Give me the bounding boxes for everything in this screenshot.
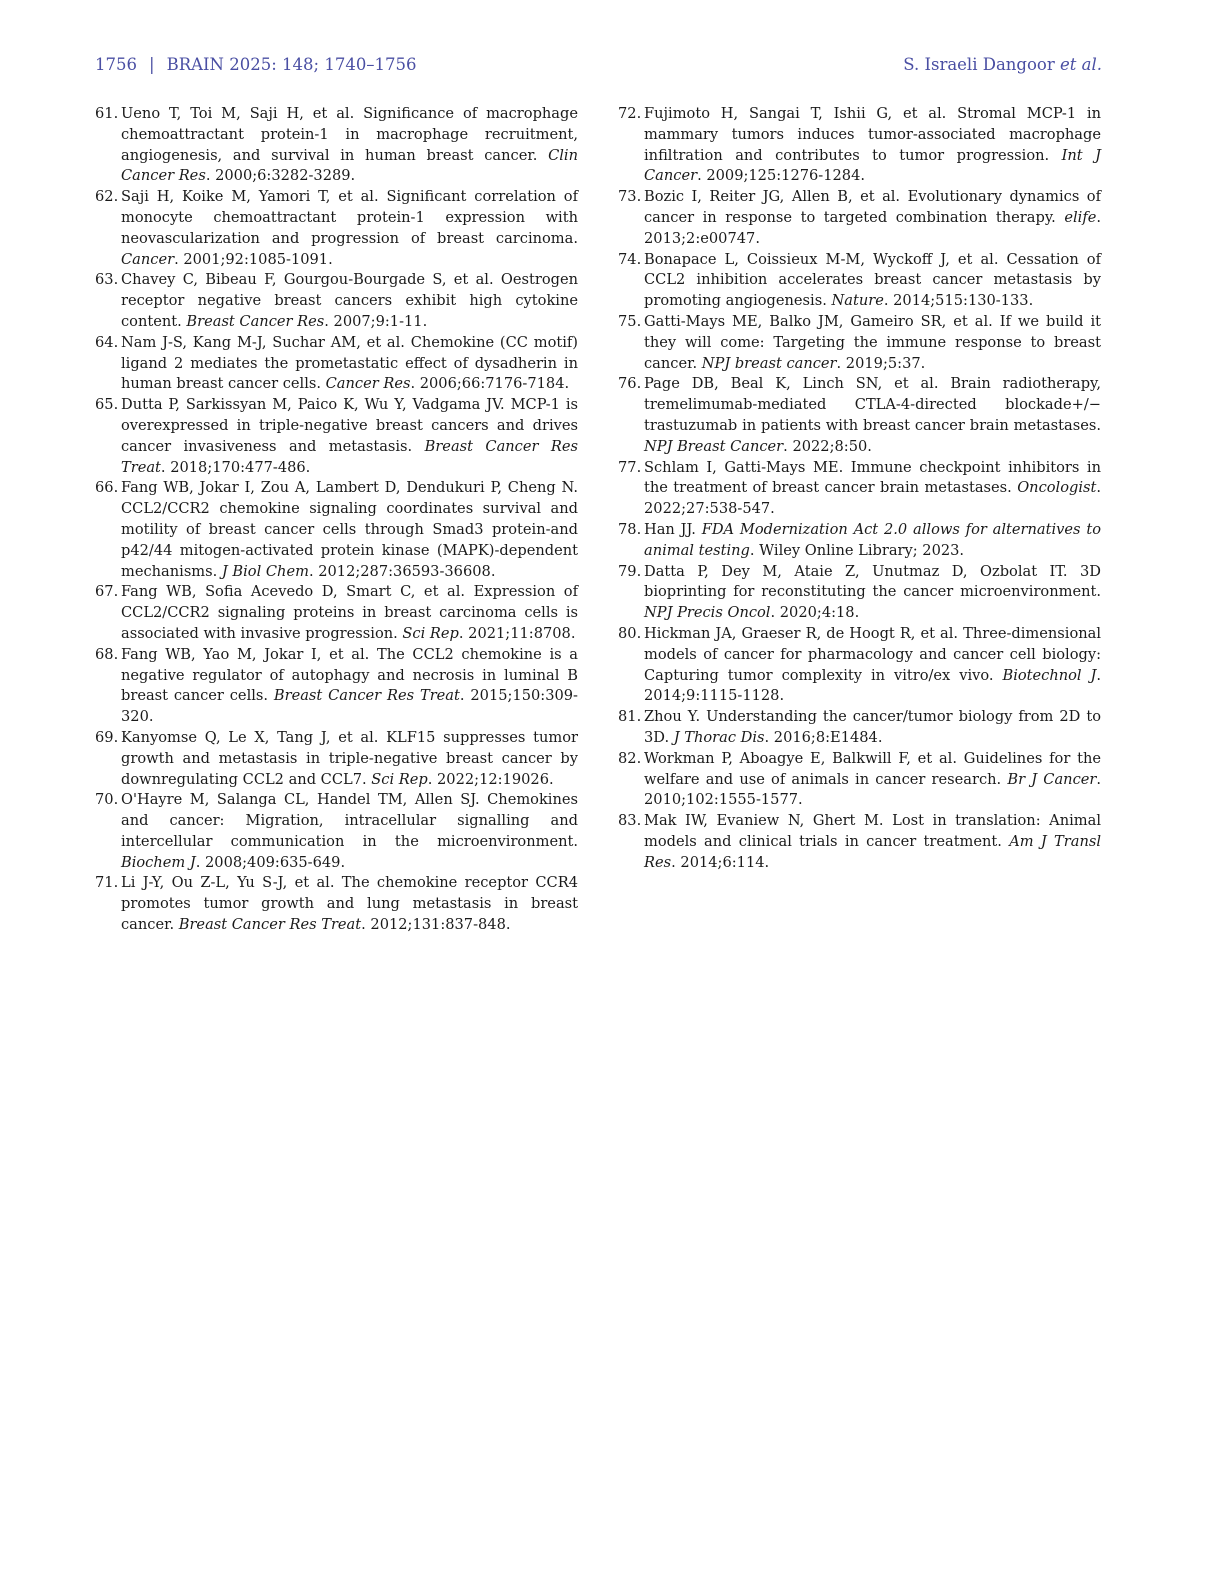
reference-volume-pages: . 2012;287:36593-36608. xyxy=(308,562,496,580)
reference-item xyxy=(618,624,1101,707)
reference-number: 65. xyxy=(95,396,119,414)
reference-item xyxy=(618,562,1101,624)
reference-text xyxy=(121,478,578,582)
reference-text xyxy=(644,707,1101,749)
reference-item xyxy=(95,270,578,332)
reference-journal: Biochem J xyxy=(121,853,196,871)
reference-item xyxy=(95,728,578,790)
reference-text xyxy=(121,645,578,728)
reference-volume-pages: . 2012;131:837-848. xyxy=(361,916,511,934)
reference-volume-pages: . 2001;92:1085-1091. xyxy=(174,250,333,268)
reference-number: 62. xyxy=(95,188,119,206)
reference-number: 73. xyxy=(618,188,642,206)
reference-number: 68. xyxy=(95,645,119,663)
reference-authors-title: Schlam I, Gatti-Mays ME. Immune checkpoint inhibitors in the treatment of breast cancer brain metastases. xyxy=(644,458,1101,497)
reference-journal: Sci Rep xyxy=(371,770,428,788)
reference-authors-title: Fang WB, Jokar I, Zou A, Lambert D, Dendukuri P, Cheng N. CCL2/CCR2 chemokine signaling coordinates survival and motility of breast cancer cells through Smad3 protein-and p42/44 mitogen-activated protein kinase (MAPK)-dependent mechanisms. xyxy=(121,479,578,580)
header-separator: | xyxy=(149,55,155,74)
reference-number: 66. xyxy=(95,479,119,497)
reference-journal: J Thorac Dis xyxy=(673,728,765,746)
reference-number: 72. xyxy=(618,105,642,122)
reference-volume-pages: . Wiley Online Library; 2023. xyxy=(749,541,965,559)
reference-text xyxy=(644,562,1101,624)
reference-text xyxy=(644,104,1101,187)
reference-journal: Oncologist xyxy=(1017,479,1097,497)
authors-name: S. Israeli Dangoor xyxy=(903,55,1055,74)
reference-authors-title: Dutta P, Sarkissyan M, Paico K, Wu Y, Vadgama JV. MCP-1 is overexpressed in triple-negative breast cancers and drives cancer invasiveness and metastasis. xyxy=(121,396,578,455)
reference-number: 80. xyxy=(618,624,642,642)
reference-volume-pages: . 2009;125:1276-1284. xyxy=(697,167,866,185)
reference-volume-pages: . 2021;11:8708. xyxy=(458,624,576,642)
reference-item xyxy=(618,749,1101,811)
reference-authors-title: O'Hayre M, Salanga CL, Handel TM, Allen SJ. Chemokines and cancer: Migration, intracellular signalling and intercellular communication in the microenvironment. xyxy=(121,791,578,850)
header-left xyxy=(95,55,417,74)
reference-number: 81. xyxy=(618,708,642,726)
reference-journal: Sci Rep xyxy=(402,624,459,642)
reference-authors-title: Bozic I, Reiter JG, Allen B, et al. Evolutionary dynamics of cancer in response to targeted combination therapy. xyxy=(644,188,1101,226)
reference-volume-pages: . 2013;2:e00747. xyxy=(644,208,1101,247)
reference-text xyxy=(644,624,1101,707)
reference-volume-pages: . 2014;6:114. xyxy=(671,853,770,871)
page-number: 1756 xyxy=(95,55,137,74)
references-column-left xyxy=(95,104,578,936)
reference-number: 77. xyxy=(618,458,642,476)
reference-journal: Biotechnol J xyxy=(1002,666,1097,684)
reference-authors-title: Li J-Y, Ou Z-L, Yu S-J, et al. The chemokine receptor CCR4 promotes tumor growth and lung metastasis in breast cancer. xyxy=(121,874,578,934)
reference-text xyxy=(644,458,1101,520)
reference-volume-pages: . 2016;8:E1484. xyxy=(764,728,883,746)
reference-item xyxy=(618,520,1101,562)
reference-number: 64. xyxy=(95,333,119,351)
reference-text xyxy=(121,582,578,644)
reference-volume-pages: . 2014;9:1115-1128. xyxy=(644,666,1101,705)
reference-number: 71. xyxy=(95,874,119,892)
reference-volume-pages: . 2022;27:538-547. xyxy=(644,479,1101,518)
reference-journal: Clin Cancer Res xyxy=(121,146,578,185)
reference-number: 83. xyxy=(618,812,642,830)
reference-journal: Breast Cancer Res Treat xyxy=(178,916,362,934)
reference-volume-pages: . 2020;4:18. xyxy=(770,604,860,622)
reference-item xyxy=(95,187,578,270)
reference-text xyxy=(121,270,578,332)
reference-authors-title: Saji H, Koike M, Yamori T, et al. Significant correlation of monocyte chemoattractant protein-1 expression with neovascularization and progression of breast carcinoma. xyxy=(121,188,578,247)
reference-text xyxy=(121,873,578,935)
reference-volume-pages: . 2014;515:130-133. xyxy=(883,292,1034,310)
reference-journal: Int J Cancer xyxy=(644,146,1101,185)
reference-volume-pages: . 2015;150:309-320. xyxy=(121,687,578,726)
reference-volume-pages: . 2008;409:635-649. xyxy=(195,853,346,871)
reference-volume-pages: . 2000;6:3282-3289. xyxy=(205,167,356,185)
reference-authors-title: Chavey C, Bibeau F, Gourgou-Bourgade S, et al. Oestrogen receptor negative breast cancers exhibit high cytokine content. xyxy=(121,271,578,330)
reference-item xyxy=(95,790,578,873)
reference-journal: Cancer Res xyxy=(325,375,411,393)
reference-authors-title: Fujimoto H, Sangai T, Ishii G, et al. Stromal MCP-1 in mammary tumors induces tumor-associated macrophage infiltration and contributes to tumor progression. xyxy=(644,105,1101,164)
reference-text xyxy=(644,187,1101,249)
reference-number: 69. xyxy=(95,728,119,746)
reference-number: 74. xyxy=(618,250,642,268)
reference-number: 76. xyxy=(618,375,642,393)
reference-item xyxy=(618,458,1101,520)
page-header xyxy=(95,55,1102,79)
reference-number: 79. xyxy=(618,562,642,580)
reference-journal: elife xyxy=(1064,208,1097,226)
reference-item xyxy=(95,333,578,395)
reference-authors-title: Zhou Y. Understanding the cancer/tumor biology from 2D to 3D. xyxy=(644,708,1101,746)
reference-journal: NPJ Breast Cancer xyxy=(644,437,784,455)
reference-volume-pages: . 2007;9:1-11. xyxy=(324,312,428,330)
reference-authors-title: Ueno T, Toi M, Saji H, et al. Significance of macrophage chemoattractant protein-1 in macrophage recruitment, angiogenesis, and survival in human breast cancer. xyxy=(121,105,578,164)
reference-volume-pages: . 2022;12:19026. xyxy=(427,770,554,788)
reference-journal: Am J Transl Res xyxy=(644,832,1101,871)
reference-journal: FDA Modernization Act 2.0 allows for alternatives to animal testing xyxy=(644,520,1101,559)
reference-journal: Breast Cancer Res Treat xyxy=(273,687,460,705)
reference-volume-pages: . 2006;66:7176-7184. xyxy=(410,375,570,393)
reference-number: 82. xyxy=(618,749,642,767)
reference-item xyxy=(618,250,1101,312)
reference-journal: Nature xyxy=(831,292,884,310)
reference-authors-title: Page DB, Beal K, Linch SN, et al. Brain radiotherapy, tremelimumab-mediated CTLA-4-directed blockade+/− trastuzumab in patients with breast cancer brain metastases. xyxy=(644,375,1101,434)
reference-number: 70. xyxy=(95,791,119,809)
reference-text xyxy=(121,333,578,395)
reference-item xyxy=(95,645,578,728)
reference-item xyxy=(618,312,1101,374)
reference-volume-pages: . 2019;5:37. xyxy=(836,354,926,372)
reference-item xyxy=(618,187,1101,249)
reference-item xyxy=(95,582,578,644)
reference-authors-title: Mak IW, Evaniew N, Ghert M. Lost in translation: Animal models and clinical trials in cancer treatment. xyxy=(644,812,1101,850)
reference-number: 63. xyxy=(95,271,119,289)
reference-authors-title: Nam J-S, Kang M-J, Suchar AM, et al. Chemokine (CC motif) ligand 2 mediates the prometastatic effect of dysadherin in human breast cancer cells. xyxy=(121,333,578,393)
reference-authors-title: Gatti-Mays ME, Balko JM, Gameiro SR, et al. If we build it they will come: Targeting the immune response to breast cancer. xyxy=(644,312,1101,372)
reference-journal: Breast Cancer Res Treat xyxy=(121,437,578,476)
reference-item xyxy=(618,707,1101,749)
reference-item xyxy=(95,873,578,935)
reference-item xyxy=(95,395,578,478)
reference-authors-title: Hickman JA, Graeser R, de Hoogt R, et al. Three-dimensional models of cancer for pharmacology and cancer cell biology: Capturing tumor complexity in vitro/ex vivo. xyxy=(644,624,1101,684)
reference-text xyxy=(644,520,1101,562)
reference-text xyxy=(121,790,578,873)
reference-journal: Cancer xyxy=(121,250,175,268)
reference-authors-title: Bonapace L, Coissieux M-M, Wyckoff J, et al. Cessation of CCL2 inhibition accelerates breast cancer metastasis by promoting angiogenesis. xyxy=(644,250,1101,310)
reference-text xyxy=(644,749,1101,811)
reference-text xyxy=(121,187,578,270)
reference-journal: J Biol Chem xyxy=(221,562,309,580)
reference-authors-title: Han JJ. xyxy=(644,520,702,538)
journal-citation: BRAIN 2025: 148; 1740–1756 xyxy=(166,55,417,74)
references-column-right xyxy=(618,104,1101,873)
reference-volume-pages: . 2010;102:1555-1577. xyxy=(644,770,1101,809)
reference-number: 75. xyxy=(618,312,642,330)
running-authors xyxy=(903,55,1102,74)
reference-text xyxy=(644,811,1101,873)
reference-authors-title: Fang WB, Sofia Acevedo D, Smart C, et al. Expression of CCL2/CCR2 signaling proteins in breast carcinoma cells is associated with invasive progression. xyxy=(121,583,578,642)
reference-journal: NPJ breast cancer xyxy=(701,354,837,372)
reference-volume-pages: . 2018;170:477-486. xyxy=(160,458,311,476)
reference-journal: Breast Cancer Res xyxy=(186,312,325,330)
reference-text xyxy=(121,728,578,790)
reference-text xyxy=(644,312,1101,374)
reference-volume-pages: . 2022;8:50. xyxy=(783,437,872,455)
reference-text xyxy=(644,374,1101,457)
reference-item xyxy=(95,478,578,582)
reference-authors-title: Fang WB, Yao M, Jokar I, et al. The CCL2 chemokine is a negative regulator of autophagy and necrosis in luminal B breast cancer cells. xyxy=(121,645,578,705)
reference-number: 61. xyxy=(95,105,119,122)
reference-item xyxy=(618,811,1101,873)
reference-authors-title: Workman P, Aboagye E, Balkwill F, et al. Guidelines for the welfare and use of animals in cancer research. xyxy=(644,749,1101,788)
reference-item xyxy=(618,374,1101,457)
reference-text xyxy=(644,250,1101,312)
reference-item xyxy=(618,104,1101,187)
reference-text xyxy=(121,104,578,187)
reference-text xyxy=(121,395,578,478)
reference-authors-title: Datta P, Dey M, Ataie Z, Unutmaz D, Ozbolat IT. 3D bioprinting for reconstituting the cancer microenvironment. xyxy=(644,562,1101,601)
reference-authors-title: Kanyomse Q, Le X, Tang J, et al. KLF15 suppresses tumor growth and metastasis in triple-negative breast cancer by downregulating CCL2 and CCL7. xyxy=(121,728,578,788)
authors-suffix: et al. xyxy=(1060,55,1102,74)
reference-item xyxy=(95,104,578,187)
reference-journal: Br J Cancer xyxy=(1007,770,1097,788)
reference-journal: NPJ Precis Oncol xyxy=(644,604,771,622)
reference-number: 67. xyxy=(95,583,119,601)
reference-number: 78. xyxy=(618,520,642,538)
